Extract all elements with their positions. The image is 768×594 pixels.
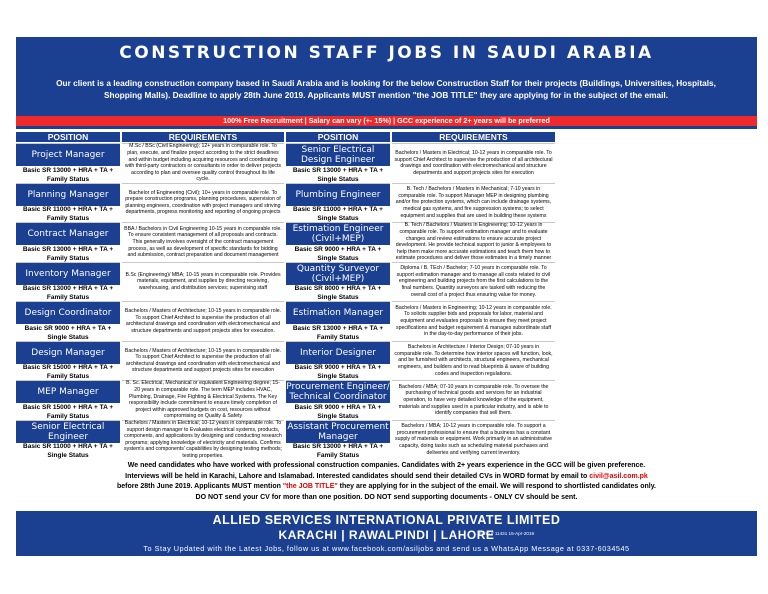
job-requirements: Bachelors in Architecture / Interior Design; 07-10 years in comparable role. To determine how interior spaces will function, look, and be furnished with architects, structural engineers, mechanical engineers, and builders and to read blueprints & aware of building codes and inspection regulations.: [392, 341, 555, 381]
job-salary: Basic SR 11000 + HRA + TA + Single Status: [23, 443, 113, 460]
job-requirements: Bachelors / Masters in Electrical; 10-12 years in comparable role. To support design manager to Evaluates electrical systems, products, components, and applications by designing and conducting research programs; applying knowledge of electricity and materials. Confirms system's and components' capabilities by designing testing methods; testing properties.: [122, 420, 284, 460]
email-link[interactable]: civil@asil.com.pk: [589, 472, 648, 480]
position-cell: [16, 262, 120, 303]
job-title: Contract Manager: [16, 223, 120, 245]
position-cell: [16, 341, 120, 382]
job-requirements: B. Sc. Electrical, Mechanical or equivalent Engineering degree; 15-20 years in comparable role. The term MEP includes HVAC, Plumbing, Drainage, Fire Fighting & Electrical Systems. The Key responsibility include commitment to ensure timely completion of project within approved budgets on cost, resources without compromising on Quality & Safety: [122, 380, 284, 420]
position-header-right: POSITION: [286, 132, 390, 142]
position-cell: [16, 222, 120, 263]
job-requirements: M.Sc / BSc (Civil Engineering); 12+ years in comparable role. To plan, execute, and finalize project according to the strict deadlines and within budget including acquiring resources and coordinating with third-party contractors or consultants in order to deliver projects according to plan and oversee quality control throughout its life cycle.: [122, 143, 284, 183]
job-title: Estimation Manager: [286, 302, 390, 324]
job-salary: Basic SR 9000 + HRA + TA + Single Status: [294, 364, 382, 381]
job-title: Plumbing Engineer: [286, 184, 390, 206]
job-salary: Basic SR 15000 + HRA + TA + Family Status: [22, 364, 114, 381]
job-requirements: Bachelors / Masters in Engineering; 10-12 years in comparable role. To solicits supplier bids and proposals for labor, material and equipment and evaluates proposals to ensure they meet project specifications and budget requirement & manages subordinate staff in the day-to-day performance of their jobs.: [392, 301, 555, 341]
requirements-header-right: REQUIREMENTS: [392, 132, 555, 142]
job-requirements: Bachelors / Masters of Architecture; 10-15 years in comparable role. To support Chief Architect to supervise the production of all architectural drawings and coordination with electromechanical and structure departments and support projects sites for execution: [122, 341, 284, 381]
footnote-line3-text: before 28th June 2019. Applicants MUST mention: [116, 483, 281, 490]
job-salary: Basic SR 11000 + HRA + TA + Single Status: [293, 206, 383, 223]
job-salary: Basic SR 9000 + HRA + TA + Single Status: [24, 324, 112, 341]
form-reference: Form # 11431 15-Apr-2019: [479, 531, 535, 536]
requirements-header-left: REQUIREMENTS: [122, 132, 284, 142]
position-cell: [286, 183, 390, 224]
office-cities: KARACHI | RAWALPINDI | LAHORE: [278, 528, 495, 542]
job-requirements: Bachelors / Masters in Electrical; 10-12 years in comparable role. To support Chief Architect to supervise the production of all architectural drawings and coordination with electromechanical and structure departments and support projects sites for execution: [392, 143, 555, 183]
job-salary: Basic SR 9000 + HRA + TA + Single Status: [294, 403, 382, 420]
job-title: Design Coordinator: [16, 302, 120, 324]
job-requirements: Bachelors / MBA; 07-10 years in comparable role. To oversee the purchasing of technical goods and services for an industrial operation, to have very detailed knowledge of the equipment, materials and supplies used in a particular industry, and is able to identify companies that sell them.: [392, 380, 555, 420]
job-title: Assistant Procurement Manager: [287, 421, 389, 442]
job-requirements: BBA / Bachelors in Civil Engineering 10-15 years in comparable role. To ensure consistent management of all proposals and contracts. This generally involves oversight of the contract management process, as well as development of specific standards for bidding and submission, contract preparation and document management: [122, 222, 284, 262]
header-banner: [16, 37, 757, 129]
job-salary: Basic SR 13000 + HRA + TA + Family Status: [22, 166, 114, 183]
job-title: Project Manager: [16, 144, 120, 166]
footnote-line2: [16, 472, 757, 483]
company-name: ALLIED SERVICES INTERNATIONAL PRIVATE LIMITED: [212, 513, 561, 527]
job-title: Design Manager: [16, 342, 120, 364]
recruitment-bar: 100% Free Recruitment | Salary can vary (+- 15%) | GCC experience of 2+ years will be preferred: [16, 116, 757, 126]
job-title: Quantity Surveyor (Civil+MEP): [286, 263, 390, 285]
footnote-line2-text: Interviews will be held in Karachi, Lahore and Islamabad. Interested candidates should send their detailed CVs in WORD format by email to: [125, 472, 588, 480]
footnote-line4: DO NOT send your CV for more than one position. DO NOT send supporting documents - ONLY CV should be sent.: [195, 493, 578, 501]
job-salary: Basic SR 13000 + HRA + TA + Family Status: [22, 285, 114, 302]
footnote: [16, 461, 757, 503]
job-requirements: Diploma / B. TEch / Bachelor; 7-10 years in comparable role. To support estimation manager and to manage all costs related to civil engineering and building projects from the first calculations to the final numbers. Quantity surveyors are tasked with reducing the overall cost of a project thus ensuring value for money.: [392, 262, 555, 302]
job-requirements: B.Sc (Engineering)/ MBA; 10-15 years in comparable role. Provides materials, equipment, and supplies by directing receiving, warehousing, and distribution services; supervising staff: [122, 262, 284, 302]
stay-updated-text: To Stay Updated with the Latest Jobs, follow us at www.facebook.com/asiljobs and send us a WhatsApp Message at 0337-6034545: [143, 544, 630, 553]
job-salary: Basic SR 13000 + HRA + TA + Family Status: [292, 324, 384, 341]
position-cell: [286, 341, 390, 382]
job-title: Planning Manager: [16, 184, 120, 206]
position-cell: [286, 222, 390, 263]
job-salary: Basic SR 13000 + HRA + TA + Family Status: [22, 245, 114, 262]
job-title: Estimation Engineer (Civil+MEP): [286, 223, 390, 245]
job-salary: Basic SR 15000 + HRA + TA + Family Status: [22, 403, 114, 420]
ad-title: CONSTRUCTION STAFF JOBS IN SAUDI ARABIA: [119, 43, 654, 63]
footnote-line3-suffix: they are applying for in the subject of the email. We will respond to shortlisted candidates only.: [339, 483, 657, 490]
job-title: Inventory Manager: [16, 263, 120, 285]
position-cell: [286, 420, 390, 461]
company-banner: [16, 511, 757, 556]
job-salary: Basic SR 13000 + HRA + TA + Family Status: [292, 443, 384, 460]
position-cell: [16, 143, 120, 184]
intro-text: Our client is a leading construction company based in Saudi Arabia and is looking for the below Construction Staff for their projects (Buildings, Universities, Hospitals, Shopping Malls). Deadline to apply 28th June 2019. Applicants MUST mention "the JOB TITLE" they are applying for in the subject of the email.: [56, 78, 716, 100]
job-salary: Basic SR 13000 + HRA + TA + Single Status: [292, 166, 384, 183]
footnote-line1: We need candidates who have worked with professional construction companies. Candidates with 2+ years experience in the GCC will be given preference.: [127, 462, 646, 469]
job-requirements: Bachelor of Engineering (Civil); 10+ years in comparable role. To prepare construction programs, planning procedures, supervision of planning engineers, coordination with project managers and striving departments, progress monitoring and reporting of ongoing projects: [122, 183, 284, 223]
job-requirements: Bachelors / Masters of Architecture; 10-15 years in comparable role. To support Chief Architect to supervise the production of all architectural drawings and coordination with electromechanical and structure departments and support projects sites for execution.: [122, 301, 284, 341]
job-requirements: Bachelors / MBA; 10-12 years in comparable role. To support a procurement professional to ensure that a business has a constant supply of materials or equipment. Work primarily in an administrative capacity, doing tasks such as scheduling material purchases and deliveries and verifying current inventory.: [392, 420, 555, 460]
job-title: Senior Electrical Design Engineer: [286, 144, 390, 166]
position-cell: [286, 262, 390, 303]
job-title: MEP Manager: [16, 381, 120, 403]
position-cell: [286, 380, 390, 421]
job-salary: Basic SR 11000 + HRA + TA + Family Status: [23, 206, 113, 223]
footnote-line3: [16, 482, 757, 493]
job-requirements: B. Tech / Bachelors / Masters in Engineering; 10-12 years in comparable role. To support estimation manager and to evaluate changes and review estimations to ensure accurate project development. He provide technical support to junior & employees to help them make more accurate estimations and teach them how to estimate procedures and deliver those estimates in a timely manner: [392, 222, 555, 262]
position-cell: [286, 143, 390, 184]
job-title: Procurement Engineer/ Technical Coordinator: [286, 382, 390, 402]
position-cell: [286, 301, 390, 342]
position-cell: [16, 420, 120, 461]
job-title: Interior Designer: [286, 342, 390, 364]
job-requirements: B. Tech / Bachelors / Masters in Mechanical; 7-10 years in comparable role. To support Manager MEP in designing plumbing and/or fire protection systems, which can include drainage systems, medical gas systems, and fire suppression systems; to select equipment and supplies that are used in building these systems: [392, 183, 555, 223]
job-salary: Basic SR 9000 + HRA + TA + Single Status: [294, 245, 382, 262]
job-title-highlight: "the JOB TITLE": [282, 483, 338, 490]
job-advertisement: [16, 37, 757, 556]
position-header-left: POSITION: [16, 132, 120, 142]
position-cell: [16, 301, 120, 342]
job-title: Senior Electrical Engineer: [16, 421, 120, 443]
job-salary: Basic SR 8000 + HRA + TA + Single Status: [294, 285, 382, 302]
position-cell: [16, 380, 120, 421]
position-cell: [16, 183, 120, 224]
